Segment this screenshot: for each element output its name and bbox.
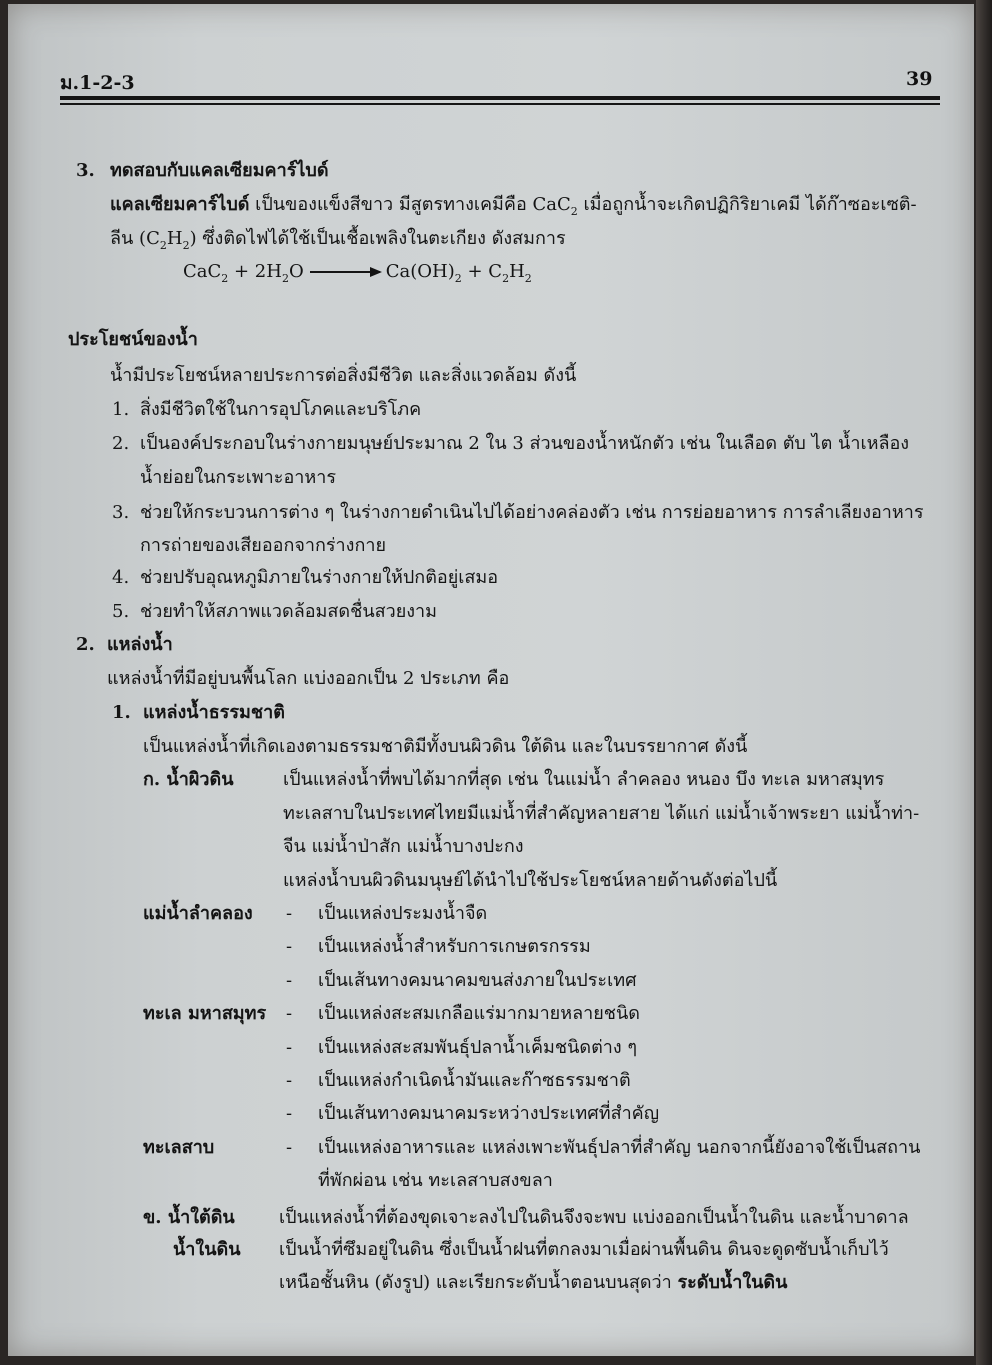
section-number: 3. (76, 160, 95, 181)
dash: - (286, 1137, 293, 1158)
use-item: เป็นแหล่งประมงน้ำจืด (318, 903, 488, 924)
dash: - (286, 1103, 293, 1124)
page-edge (976, 0, 992, 1365)
header-rule (60, 96, 940, 100)
use-item: เป็นแหล่งกำเนิดน้ำมันและก๊าซธรรมชาติ (318, 1070, 631, 1091)
chemical-equation: $CaC_2 + 2H_2O$ $Ca(OH)_2 + C_2H_2$ (183, 261, 532, 285)
list-number: 5. (112, 601, 130, 622)
term-label: แม่น้ำลำคลอง (143, 903, 253, 924)
paragraph-line: เหนือชั้นหิน (ดังรูป) และเรียกระดับน้ำตอนบนสุดว่า ระดับน้ำในดิน (279, 1272, 788, 1293)
use-item-cont: ที่พักผ่อน เช่น ทะเลสาบสงขลา (318, 1170, 553, 1191)
header-rule-thin (60, 103, 940, 105)
page-number: 39 (906, 68, 933, 90)
key-term: ระดับน้ำในดิน (677, 1272, 788, 1293)
section-number: 2. (76, 634, 95, 655)
dash: - (286, 1003, 293, 1024)
list-number: 2. (112, 433, 130, 454)
dash: - (286, 936, 293, 957)
arrow-icon (310, 271, 380, 273)
dash: - (286, 1037, 293, 1058)
use-item: เป็นแหล่งสะสมเกลือแร่มากมายหลายชนิด (318, 1003, 640, 1024)
section-title: แหล่งน้ำ (107, 634, 173, 655)
term-label: น้ำในดิน (173, 1239, 241, 1260)
paragraph-line: เป็นแหล่งน้ำที่พบได้มากที่สุด เช่น ในแม่น้ำ ลำคลอง หนอง บึง ทะเล มหาสมุทร (283, 769, 885, 790)
list-item-cont: การถ่ายของเสียออกจากร่างกาย (140, 535, 387, 556)
dash: - (286, 1070, 293, 1091)
paragraph-line: จีน แม่น้ำป่าสัก แม่น้ำบางปะกง (283, 836, 524, 857)
paragraph-line: แคลเซียมคาร์ไบด์ เป็นของแข็งสีขาว มีสูตรทางเคมีคือ CaC$_2$ เมื่อถูกน้ำจะเกิดปฏิกิริยาเคมี ได้ก๊าซอะเซติ- (110, 194, 917, 218)
use-item: เป็นเส้นทางคมนาคมขนส่งภายในประเทศ (318, 970, 637, 991)
paragraph-line: ทะเลสาบในประเทศไทยมีแม่น้ำที่สำคัญหลายสาย ได้แก่ แม่น้ำเจ้าพระยา แม่น้ำท่า- (283, 803, 920, 824)
subsection-title: แหล่งน้ำธรรมชาติ (143, 702, 285, 723)
list-number: 1. (112, 399, 130, 420)
paragraph-line: เป็นน้ำที่ซึมอยู่ในดิน ซึ่งเป็นน้ำฝนที่ตกลงมาเมื่อผ่านพื้นดิน ดินจะดูดซับน้ำเก็บไว้ (279, 1239, 889, 1260)
running-header: ม.1-2-3 (60, 72, 135, 94)
list-item: ช่วยปรับอุณหภูมิภายในร่างกายให้ปกติอยู่เสมอ (140, 567, 499, 588)
list-number: 4. (112, 567, 130, 588)
term-label: ทะเล มหาสมุทร (143, 1003, 267, 1024)
use-item: เป็นแหล่งน้ำสำหรับการเกษตรกรรม (318, 936, 591, 957)
dash: - (286, 903, 293, 924)
heading: ประโยชน์ของน้ำ (68, 329, 198, 350)
paragraph-line: เป็นแหล่งน้ำที่เกิดเองตามธรรมชาติมีทั้งบนผิวดิน ใต้ดิน และในบรรยากาศ ดังนี้ (143, 736, 748, 757)
list-item: ช่วยให้กระบวนการต่าง ๆ ในร่างกายดำเนินไปได้อย่างคล่องตัว เช่น การย่อยอาหาร การลำเลียงอาหาร (140, 502, 924, 523)
paragraph-line: แหล่งน้ำที่มีอยู่บนพื้นโลก แบ่งออกเป็น 2 ประเภท คือ (107, 668, 510, 689)
use-item: เป็นแหล่งสะสมพันธุ์ปลาน้ำเค็มชนิดต่าง ๆ (318, 1037, 638, 1058)
paragraph-line: ลีน $(C_2H_2)$ ซึ่งติดไฟได้ใช้เป็นเชื้อเพลิงในตะเกียง ดังสมการ (110, 228, 566, 252)
term-label: ข. น้ำใต้ดิน (143, 1207, 235, 1228)
paragraph-line: น้ำมีประโยชน์หลายประการต่อสิ่งมีชีวิต และสิ่งแวดล้อม ดังนี้ (110, 365, 577, 386)
dash: - (286, 970, 293, 991)
paragraph-line: เป็นแหล่งน้ำที่ต้องขุดเจาะลงไปในดินจึงจะพบ แบ่งออกเป็นน้ำในดิน และน้ำบาดาล (279, 1207, 909, 1228)
list-item: ช่วยทำให้สภาพแวดล้อมสดชื่นสวยงาม (140, 601, 438, 622)
subsection-number: 1. (112, 702, 131, 723)
use-item: เป็นเส้นทางคมนาคมระหว่างประเทศที่สำคัญ (318, 1103, 660, 1124)
term-label: ทะเลสาบ (143, 1137, 215, 1158)
list-item-cont: น้ำย่อยในกระเพาะอาหาร (140, 467, 336, 488)
list-item: เป็นองค์ประกอบในร่างกายมนุษย์ประมาณ 2 ใน 3 ส่วนของน้ำหนักตัว เช่น ในเลือด ตับ ไต น้ำเหลือง (140, 433, 910, 454)
paragraph-line: แหล่งน้ำบนผิวดินมนุษย์ได้นำไปใช้ประโยชน์หลายด้านดังต่อไปนี้ (283, 870, 778, 891)
list-number: 3. (112, 502, 130, 523)
list-item: สิ่งมีชีวิตใช้ในการอุปโภคและบริโภค (140, 399, 422, 420)
section-title: ทดสอบกับแคลเซียมคาร์ไบด์ (110, 160, 329, 181)
book-page (8, 4, 974, 1356)
use-item: เป็นแหล่งอาหารและ แหล่งเพาะพันธุ์ปลาที่สำคัญ นอกจากนี้ยังอาจใช้เป็นสถาน (318, 1137, 921, 1158)
term-label: ก. น้ำผิวดิน (143, 769, 234, 790)
